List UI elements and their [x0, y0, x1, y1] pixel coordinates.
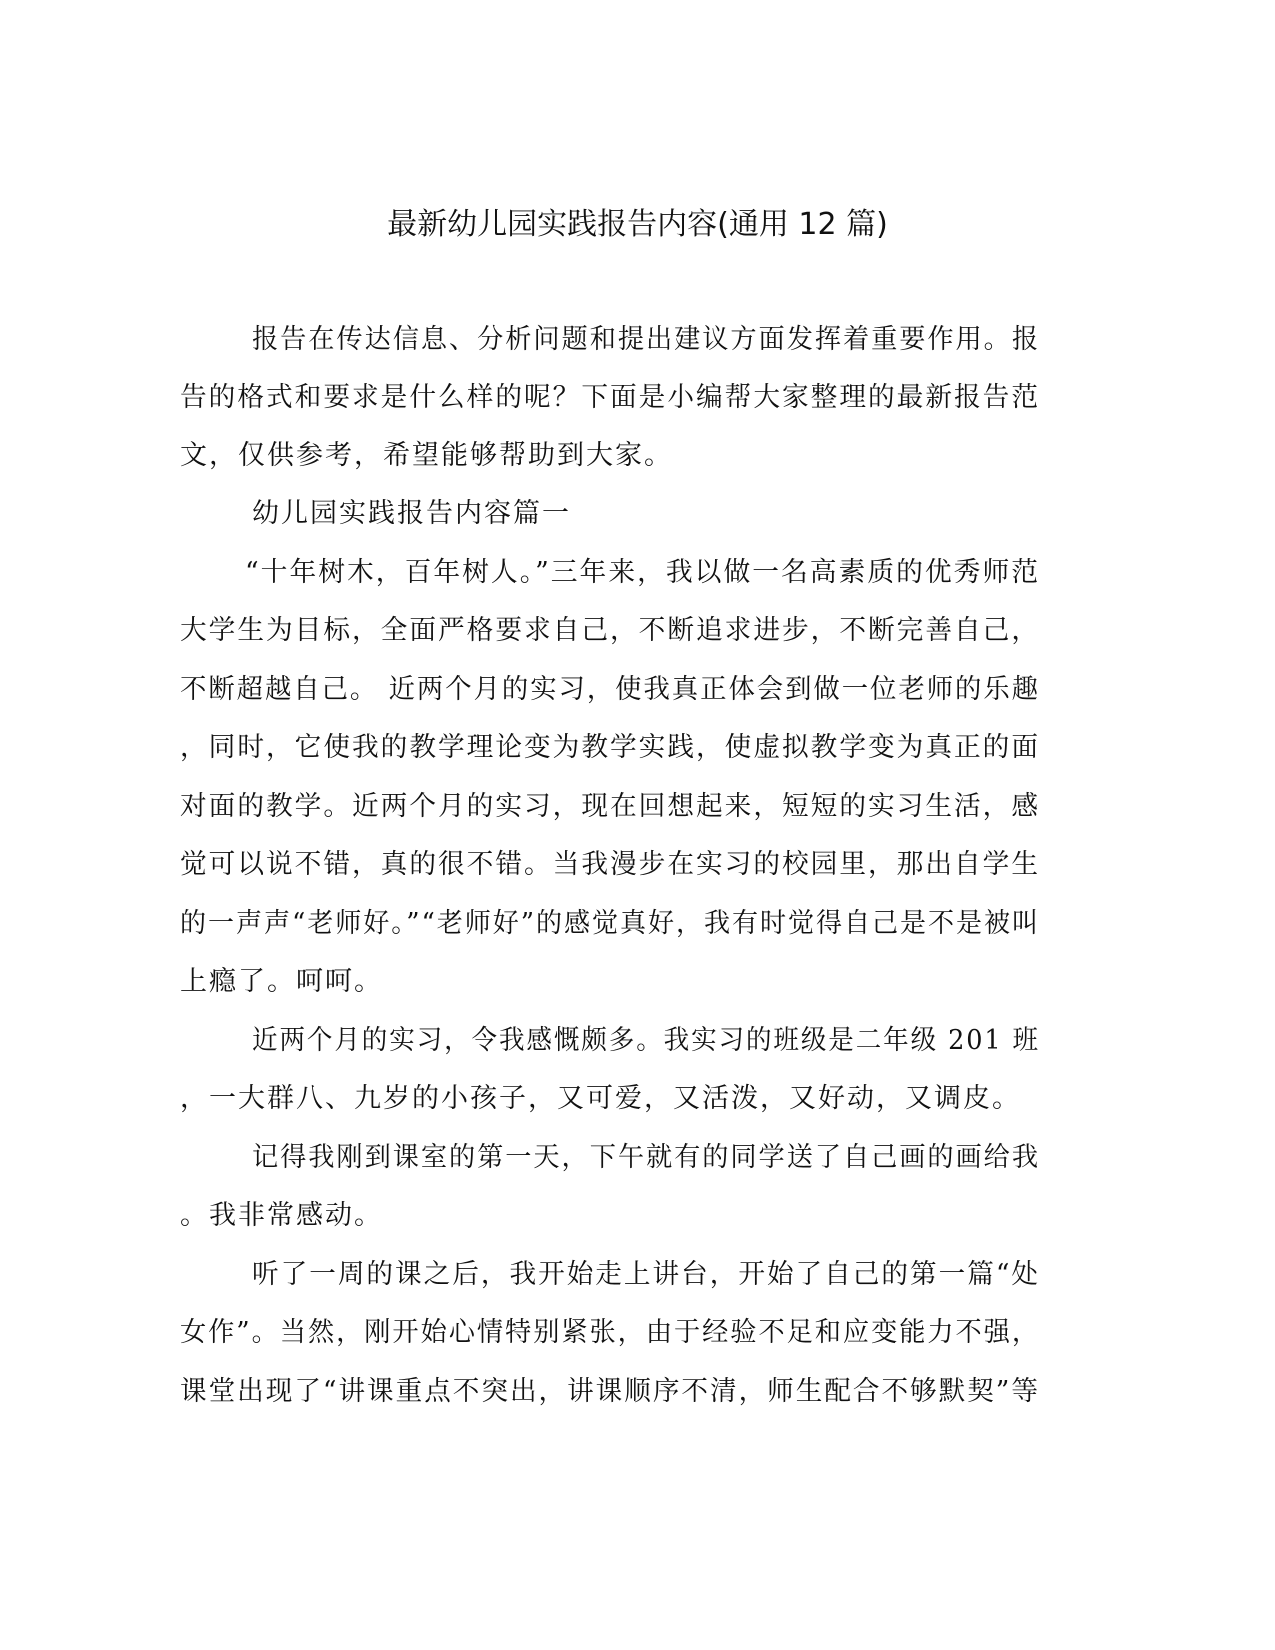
- document-title: 最新幼儿园实践报告内容(通用 12 篇): [387, 207, 888, 242]
